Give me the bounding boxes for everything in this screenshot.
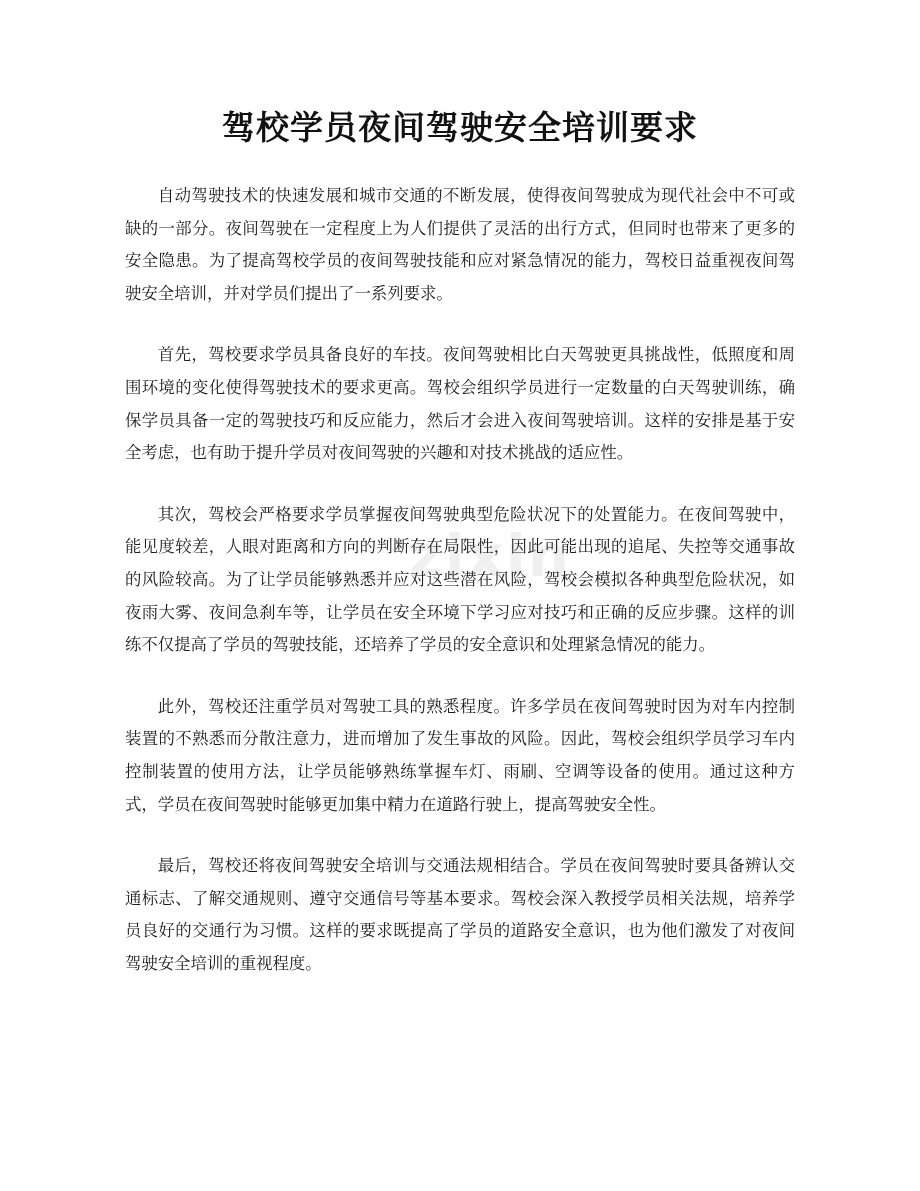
paragraph-third: 此外，驾校还注重学员对驾驶工具的熟悉程度。许多学员在夜间驾驶时因为对车内控制装置的不熟悉而分散注意力，进而增加了发生事故的风险。因此，驾校会组织学员学习车内控制装置的使用方法，让学员能够熟练掌握车灯、雨刷、空调等设备的使用。通过这种方式，学员在夜间驾驶时能够更加集中精力在道路行驶上，提高驾驶安全性。: [125, 696, 795, 814]
paragraph-intro: 自动驾驶技术的快速发展和城市交通的不断发展，使得夜间驾驶成为现代社会中不可或缺的一部分。夜间驾驶在一定程度上为人们提供了灵活的出行方式，但同时也带来了更多的安全隐患。为了提高驾校学员的夜间驾驶技能和应对紧急情况的能力，驾校日益重视夜间驾驶安全培训，并对学员们提出了一系列要求。: [125, 186, 795, 303]
paragraph-second: 其次，驾校会严格要求学员掌握夜间驾驶典型危险状况下的处置能力。在夜间驾驶中，能见度较差，人眼对距离和方向的判断存在局限性，因此可能出现的追尾、失控等交通事故的风险较高。为了让学员能够熟悉并应对这些潜在风险，驾校会模拟各种典型危险状况，如夜雨大雾、夜间急刹车等，让学员在安全环境下学习应对技巧和正确的反应步骤。这样的训练不仅提高了学员的驾驶技能，还培养了学员的安全意识和处理紧急情况的能力。: [125, 504, 795, 655]
document-title: 驾校学员夜间驾驶安全培训要求: [222, 108, 698, 147]
document-body: [125, 180, 795, 1009]
paragraph-last: 最后，驾校还将夜间驾驶安全培训与交通法规相结合。学员在夜间驾驶时要具备辨认交通标志、了解交通规则、遵守交通信号等基本要求。驾校会深入教授学员相关法规，培养学员良好的交通行为习惯。这样的要求既提高了学员的道路安全意识，也为他们激发了对夜间驾驶安全培训的重视程度。: [125, 856, 795, 973]
watermark: zixin: [408, 522, 572, 590]
paragraph-first: 首先，驾校要求学员具备良好的车技。夜间驾驶相比白天驾驶更具挑战性，低照度和周围环境的变化使得驾驶技术的要求更高。驾校会组织学员进行一定数量的白天驾驶训练，确保学员具备一定的驾驶技巧和反应能力，然后才会进入夜间驾驶培训。这样的安排是基于安全考虑，也有助于提升学员对夜间驾驶的兴趣和对技术挑战的适应性。: [125, 345, 795, 463]
